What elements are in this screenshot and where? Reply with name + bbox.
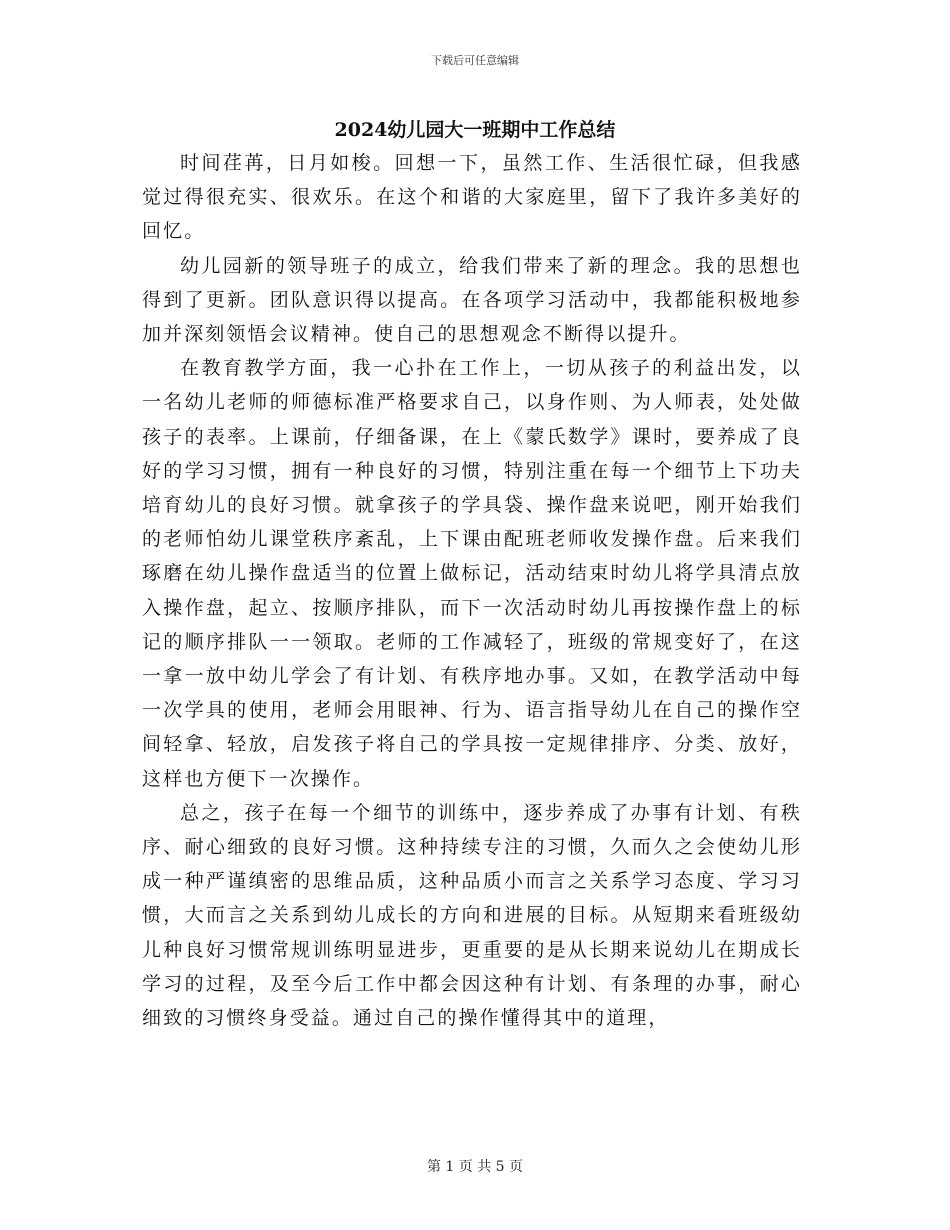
paragraph-leadership: 幼儿园新的领导班子的成立，给我们带来了新的理念。我的思想也得到了更新。团队意识得以提高。在各项学习活动中，我都能积极地参加并深刻领悟会议精神。使自己的思想观念不断得以提升。: [142, 254, 802, 346]
document-title: 2024幼儿园大一班期中工作总结: [334, 119, 616, 141]
header-note: 下载后可任意编辑: [431, 54, 519, 67]
document-body: [142, 146, 802, 1035]
page-number: 第 1 页 共 5 页: [426, 1159, 524, 1175]
paragraph-summary: 总之，孩子在每一个细节的训练中，逐步养成了办事有计划、有秩序、耐心细致的良好习惯。这种持续专注的习惯，久而久之会使幼儿形成一种严谨缜密的思维品质，这种品质小而言之关系学习态度、学习习惯，大而言之关系到幼儿成长的方向和进展的目标。从短期来看班级幼儿种良好习惯常规训练明显进步，更重要的是从长期来说幼儿在期成长学习的过程，及至今后工作中都会因这种有计划、有条理的办事，耐心细致的习惯终身受益。通过自己的操作懂得其中的道理，: [142, 801, 802, 1030]
paragraph-intro: 时间荏苒，日月如梭。回想一下，虽然工作、生活很忙碌，但我感觉过得很充实、很欢乐。在这个和谐的大家庭里，留下了我许多美好的回忆。: [142, 152, 802, 243]
paragraph-teaching: 在教育教学方面，我一心扑在工作上，一切从孩子的利益出发，以一名幼儿老师的师德标准严格要求自己，以身作则、为人师表，处处做孩子的表率。上课前，仔细备课，在上《蒙氏数学》课时，要养成了良好的学习习惯，拥有一种良好的习惯，特别注重在每一个细节上下功夫培育幼儿的良好习惯。就拿孩子的学具袋、操作盘来说吧，刚开始我们的老师怕幼儿课堂秩序紊乱，上下课由配班老师收发操作盘。后来我们琢磨在幼儿操作盘适当的位置上做标记，活动结束时幼儿将学具清点放入操作盘，起立、按顺序排队，而下一次活动时幼儿再按操作盘上的标记的顺序排队一一领取。老师的工作减轻了，班级的常规变好了，在这一拿一放中幼儿学会了有计划、有秩序地办事。又如，在教学活动中每一次学具的使用，老师会用眼神、行为、语言指导幼儿在自己的操作空间轻拿、轻放，启发孩子将自己的学具按一定规律排序、分类、放好，这样也方便下一次操作。: [142, 357, 802, 790]
